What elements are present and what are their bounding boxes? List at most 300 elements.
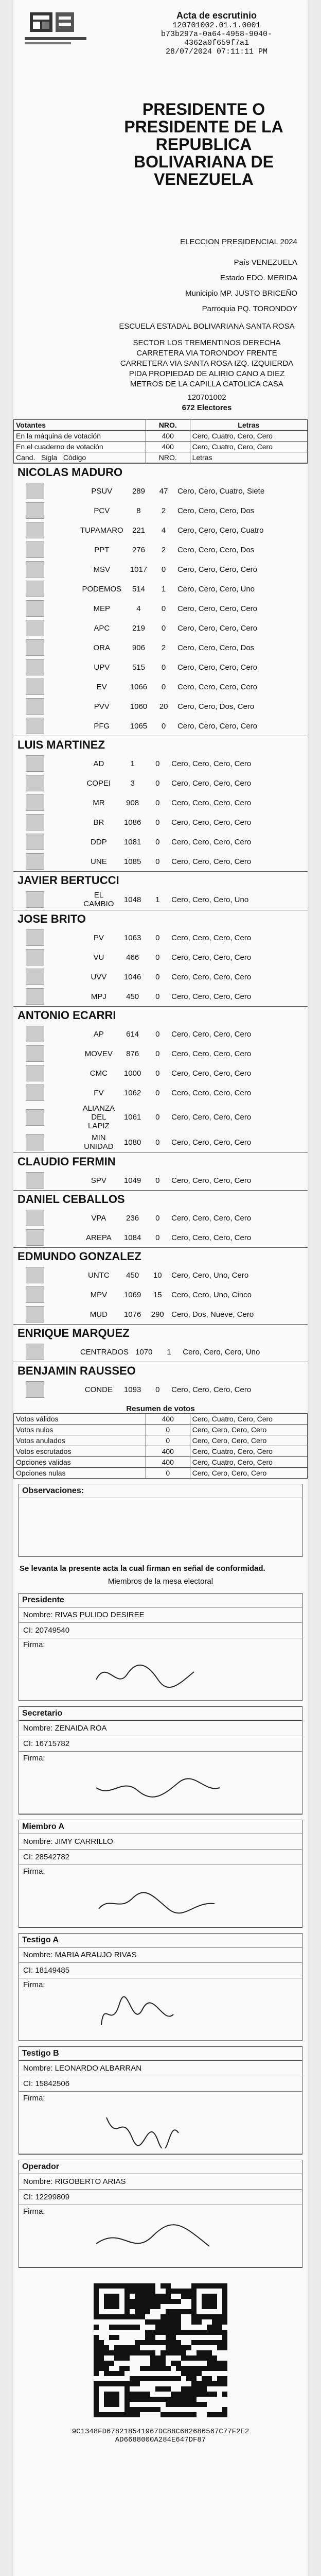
party-code: 1093 [123,1385,141,1394]
member-ci: CI: 20749540 [19,1623,302,1638]
candidate-party-table [13,1208,308,1247]
electors-count: 672 Electores [182,403,232,412]
qr-module [124,2402,130,2407]
qr-module [207,2314,212,2319]
qr-module [207,2283,212,2289]
candidate-name: NICOLAS MADURO [13,463,308,481]
qr-module [104,2392,109,2397]
party-code: 3 [130,778,135,788]
party-code: 515 [132,663,145,672]
qr-module [197,2371,202,2376]
qr-module [222,2335,227,2340]
qr-module [202,2386,207,2392]
qr-module [130,2325,135,2330]
qr-module [160,2299,166,2304]
qr-module [186,2309,191,2314]
party-votes: 0 [161,604,166,613]
firma-label: Firma: [23,1640,45,1649]
qr-module [119,2350,124,2355]
party-logo-cell [13,987,78,1006]
qr-module [176,2319,181,2325]
qr-module [171,2335,176,2340]
qr-module [222,2392,227,2397]
qr-module [114,2299,119,2304]
qr-module [150,2304,155,2309]
qr-module [166,2397,171,2402]
votantes-table [13,419,308,463]
qr-module [130,2299,135,2304]
qr-module [109,2361,114,2366]
qr-module [140,2294,145,2299]
qr-module [217,2319,222,2325]
qr-module [155,2366,160,2371]
qr-module [135,2345,140,2350]
party-row [13,1228,308,1247]
party-votes: 0 [155,818,160,827]
member-section [19,1706,302,1815]
qr-module [94,2325,99,2330]
qr-module [160,2319,166,2325]
qr-module [140,2314,145,2319]
candidate-photo-icon [26,969,44,985]
qr-module [135,2294,140,2299]
qr-module [171,2309,176,2314]
qr-module [114,2304,119,2309]
firma-label: Firma: [23,2207,45,2216]
qr-module [99,2314,104,2319]
candidate-photo-icon [26,718,44,734]
party-sigla: SPV [91,1176,106,1185]
resumen-words: Cero, Cuatro, Cero, Cero [190,1446,307,1457]
party-sigla: MR [93,798,105,807]
qr-module [119,2355,124,2361]
resumen-row [14,1435,308,1446]
party-sigla: UNE [91,857,107,866]
qr-module [130,2412,135,2417]
qr-module [114,2381,119,2386]
qr-module [94,2392,99,2397]
party-sigla: VU [93,953,104,962]
party-row [13,618,308,638]
resumen-label: Votos anulados [14,1435,146,1446]
party-logo-cell [13,501,78,520]
qr-module [109,2402,114,2407]
qr-module [155,2330,160,2335]
qr-module [109,2412,114,2417]
signature-box [19,1865,302,1927]
party-row [13,889,308,910]
party-votes: 0 [155,1176,160,1185]
qr-module [217,2366,222,2371]
party-votes-words: Cero, Cero, Cero, Dos [177,545,255,554]
party-votes: 0 [155,1069,160,1078]
qr-module [155,2294,160,2299]
party-logo-cell [13,1342,78,1362]
party-votes: 0 [161,623,166,633]
qr-module [217,2376,222,2381]
party-logo-cell [13,560,78,579]
qr-module [160,2294,166,2299]
qr-module [207,2304,212,2309]
party-logo-cell [13,947,78,967]
qr-module [145,2407,150,2412]
qr-module [191,2386,197,2392]
party-sigla: VPA [91,1213,106,1223]
party-votes: 0 [155,1113,160,1122]
resumen-words: Cero, Cuatro, Cero, Cero [190,1457,307,1468]
party-code: 221 [132,526,145,535]
qr-module [155,2299,160,2304]
resumen-table [13,1413,308,1479]
qr-module [124,2299,130,2304]
qr-module [130,2345,135,2350]
party-logo-cell [13,1044,78,1063]
firma-note: Se levanta la presente acta la cual firman en señal de conformidad. [20,1564,265,1573]
qr-module [140,2376,145,2381]
resumen-words: Cero, Cuatro, Cero, Cero [190,1414,307,1425]
qr-module [166,2289,171,2294]
resumen-label: Votos escrutados [14,1446,146,1457]
qr-module [186,2397,191,2402]
qr-module [99,2412,104,2417]
candidate-photo-icon [26,659,44,675]
party-votes-words: Cero, Cero, Cero, Cero [171,953,252,962]
resumen-row [14,1446,308,1457]
qr-module [140,2392,145,2397]
qr-module [212,2319,217,2325]
qr-module [124,2366,130,2371]
qr-module [130,2289,135,2294]
qr-module [222,2366,227,2371]
member-ci: CI: 15842506 [19,2076,302,2092]
acta-hash-1: b73b297a-0a64-4958-9040- [160,30,273,39]
party-row [13,501,308,520]
candidate-photo-icon [26,1026,44,1042]
party-logo-cell [13,1285,78,1304]
party-sigla: AD [93,759,104,768]
qr-module [207,2340,212,2345]
party-logo-cell [13,754,78,773]
party-votes: 10 [153,1270,162,1280]
qr-module [99,2340,104,2345]
party-code: 466 [126,953,139,962]
party-row [13,657,308,677]
candidate-photo-icon [26,1084,44,1101]
party-row [13,697,308,716]
qr-module [104,2397,109,2402]
qr-module [222,2381,227,2386]
qr-module [171,2319,176,2325]
qr-module [181,2366,186,2371]
party-code: 1 [130,759,135,768]
party-logo-cell [13,852,78,871]
qr-module [212,2392,217,2397]
observaciones-box [19,1484,302,1557]
candidate-photo-icon [26,639,44,656]
qr-module [191,2330,197,2335]
qr-module [197,2366,202,2371]
candidate-party-table [13,1024,308,1153]
candidate-photo-icon [26,891,44,908]
party-sigla: MSV [93,565,111,574]
party-logo-cell [13,793,78,812]
qr-module [202,2350,207,2355]
party-votes: 0 [155,1138,160,1147]
col-nro: NRO. [146,452,190,463]
qr-module [171,2392,176,2397]
member-role: Miembro A [19,1820,302,1834]
qr-module [197,2314,202,2319]
qr-module [124,2289,130,2294]
party-row [13,716,308,736]
candidate-photo-icon [26,794,44,811]
qr-module [124,2386,130,2392]
qr-module [166,2376,171,2381]
qr-module [124,2304,130,2309]
qr-code [94,2283,227,2417]
party-row [13,832,308,852]
qr-module [222,2283,227,2289]
qr-module [160,2376,166,2381]
qr-module [109,2304,114,2309]
party-row [13,947,308,967]
qr-module [186,2392,191,2397]
party-votes-words: Cero, Cero, Uno, Cero [171,1270,249,1280]
qr-module [202,2376,207,2381]
party-votes: 0 [155,1088,160,1097]
party-sigla: EL CAMBIO [83,891,114,908]
party-votes-words: Cero, Cero, Cero, Cero [171,837,252,846]
qr-module [130,2304,135,2309]
member-ci: CI: 18149485 [19,1963,302,1978]
qr-module [150,2350,155,2355]
member-section [19,2160,302,2268]
party-row [13,1208,308,1228]
qr-module [222,2412,227,2417]
qr-module [145,2350,150,2355]
qr-module [145,2392,150,2397]
qr-module [222,2361,227,2366]
qr-module [191,2402,197,2407]
qr-module [160,2340,166,2345]
qr-module [155,2361,160,2366]
qr-module [150,2289,155,2294]
candidate-party-table [13,928,308,1006]
member-role: Testigo A [19,1934,302,1947]
member-name: Nombre: JIMY CARRILLO [19,1834,302,1850]
qr-module [186,2330,191,2335]
qr-module [150,2294,155,2299]
qr-module [104,2412,109,2417]
qr-module [135,2314,140,2319]
qr-module [109,2314,114,2319]
candidate-party-table [13,1265,308,1324]
party-code: 1080 [123,1138,141,1147]
candidate-photo-icon [26,600,44,617]
party-votes: 0 [155,857,160,866]
qr-module [166,2335,171,2340]
party-votes: 1 [167,1347,171,1357]
qr-module [186,2355,191,2361]
signature-scribble [91,1994,225,2035]
member-ci: CI: 16715782 [19,1736,302,1752]
candidate-name: EDMUNDO GONZALEZ [13,1247,308,1265]
party-logo-cell [13,773,78,793]
qr-module [217,2314,222,2319]
qr-module [135,2397,140,2402]
qr-module [176,2376,181,2381]
qr-module [191,2314,197,2319]
candidate-photo-icon [26,1229,44,1246]
party-sigla: EV [96,682,107,691]
party-sigla: PSUV [91,486,113,496]
resumen-row [14,1425,308,1435]
qr-module [166,2402,171,2407]
qr-module [150,2299,155,2304]
party-sigla: COPEI [86,778,111,788]
letras-header: Letras [190,420,307,431]
votantes-row-num: 400 [146,442,190,452]
qr-module [150,2283,155,2289]
signature-scribble [91,2107,225,2148]
party-votes-words: Cero, Cero, Uno, Cinco [171,1290,252,1299]
qr-module [197,2330,202,2335]
qr-module [171,2350,176,2355]
qr-module [145,2294,150,2299]
qr-module [171,2412,176,2417]
qr-module [166,2309,171,2314]
candidate-name: LUIS MARTINEZ [13,736,308,754]
party-votes: 2 [161,643,166,652]
acta-header [13,0,308,189]
party-votes-words: Cero, Cero, Cero, Cero [177,565,258,574]
qr-module [176,2299,181,2304]
party-votes-words: Cero, Cero, Cero, Cero [177,623,258,633]
parish: Parroquia PQ. TORONDOY [202,304,297,313]
party-logo-cell [13,1171,78,1190]
qr-module [197,2340,202,2345]
member-name: Nombre: ZENAIDA ROA [19,1721,302,1736]
qr-module [207,2294,212,2299]
resumen-row [14,1414,308,1425]
qr-module [176,2289,181,2294]
qr-module [222,2330,227,2335]
qr-module [166,2299,171,2304]
acta-hash-2: 4362a0f659f7a1 [184,39,249,47]
qr-module [186,2366,191,2371]
qr-module [191,2355,197,2361]
qr-module [155,2325,160,2330]
qr-module [166,2325,171,2330]
party-votes: 4 [161,526,166,535]
qr-module [94,2304,99,2309]
votantes-row-label: En el cuaderno de votación [14,442,146,452]
party-votes-words: Cero, Cero, Cero, Cuatro [177,526,264,535]
qr-module [114,2392,119,2397]
qr-module [191,2289,197,2294]
party-logo-cell [13,1304,78,1324]
qr-module [104,2304,109,2309]
qr-module [104,2350,109,2355]
party-row [13,852,308,871]
qr-module [94,2340,99,2345]
party-sigla: PFG [94,721,110,731]
party-logo-cell [13,618,78,638]
qr-module [130,2376,135,2381]
qr-module [155,2386,160,2392]
qr-module [94,2371,99,2376]
party-votes-words: Cero, Cero, Cero, Cero [171,1138,252,1147]
qr-module [150,2355,155,2361]
qr-module [222,2407,227,2412]
qr-module [155,2397,160,2402]
party-row [13,1083,308,1103]
votantes-row-words: Cero, Cuatro, Cero, Cero [190,442,307,452]
party-sigla: UPV [94,663,110,672]
party-votes: 20 [159,702,168,711]
qr-module [171,2376,176,2381]
qr-module [181,2397,186,2402]
qr-module [94,2366,99,2371]
candidate-photo-icon [26,698,44,715]
qr-module [155,2340,160,2345]
party-row [13,1342,308,1362]
qr-module [197,2319,202,2325]
qr-module [191,2294,197,2299]
party-row [13,1380,308,1399]
party-row [13,579,308,599]
qr-module [145,2376,150,2381]
qr-module [217,2283,222,2289]
party-votes-words: Cero, Cero, Cuatro, Siete [177,486,265,496]
qr-module [140,2289,145,2294]
member-ci: CI: 12299809 [19,2190,302,2205]
party-code: 219 [132,623,145,633]
col-cand: Cand. [16,453,35,462]
qr-module [191,2319,197,2325]
votantes-row-words: Cero, Cuatro, Cero, Cero [190,431,307,442]
qr-module [202,2299,207,2304]
qr-module [207,2366,212,2371]
qr-module [212,2283,217,2289]
qr-module [197,2355,202,2361]
signature-box [19,1978,302,2041]
qr-module [135,2407,140,2412]
party-votes-words: Cero, Cero, Cero, Cero [171,1176,252,1185]
resumen-words: Cero, Cero, Cero, Cero [190,1425,307,1435]
qr-module [94,2309,99,2314]
qr-module [160,2283,166,2289]
candidate-photo-icon [26,1267,44,1283]
party-votes: 0 [155,1233,160,1242]
party-logo-cell [13,1265,78,1285]
qr-module [212,2381,217,2386]
party-code: 1060 [130,702,148,711]
qr-module [150,2366,155,2371]
school-name: ESCUELA ESTADAL BOLIVARIANA SANTA ROSA [119,322,295,331]
candidate-photo-icon [26,561,44,578]
qr-module [160,2397,166,2402]
qr-module [202,2355,207,2361]
party-sigla: MPV [90,1290,108,1299]
qr-module [217,2325,222,2330]
qr-module [166,2314,171,2319]
qr-module [135,2325,140,2330]
party-code: 8 [136,506,141,515]
party-votes: 0 [155,953,160,962]
qr-module [160,2325,166,2330]
signature-scribble [91,1767,225,1808]
